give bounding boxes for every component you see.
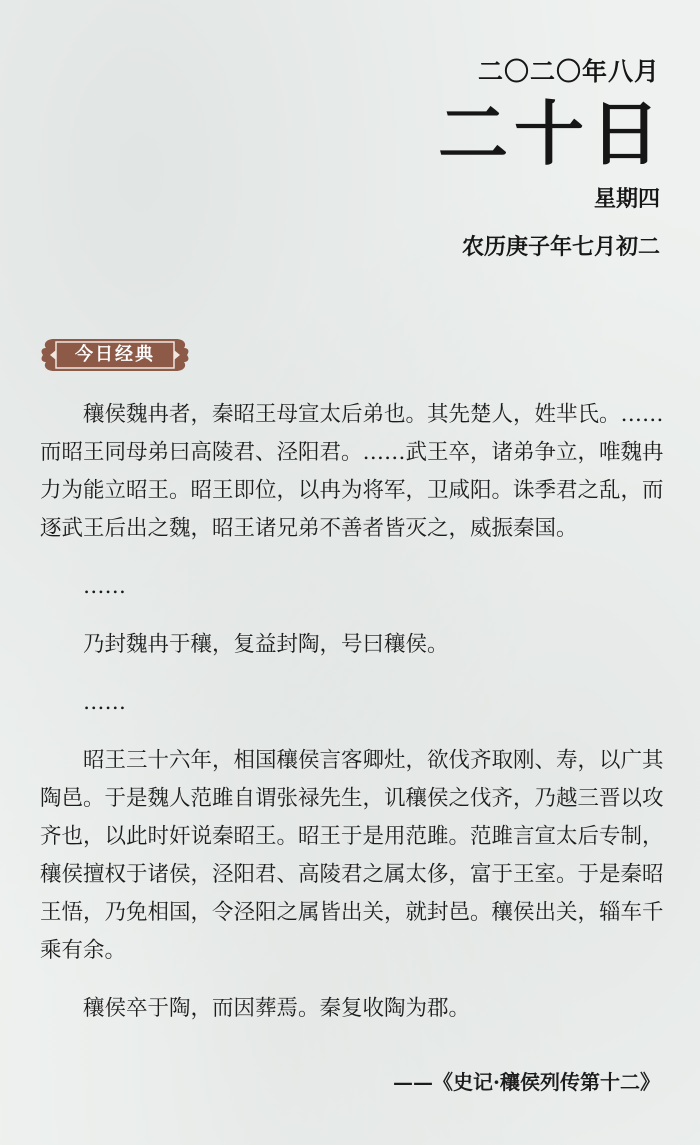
passage bbox=[40, 396, 666, 1028]
passage-ellipsis: …… bbox=[83, 690, 126, 715]
source-citation: ——《史记·穰侯列传第十二》 bbox=[393, 1070, 660, 1094]
date-year-month: 二〇二〇年八月 bbox=[477, 57, 660, 86]
date-weekday: 星期四 bbox=[593, 186, 660, 212]
passage-paragraph: 乃封魏冉于穰，复益封陶，号曰穰侯。 bbox=[83, 632, 449, 657]
passage-ellipsis: …… bbox=[83, 574, 126, 599]
passage-paragraph: 穰侯卒于陶，而因葬焉。秦复收陶为郡。 bbox=[83, 996, 471, 1021]
passage-paragraph: 穰侯魏冉者，秦昭王母宣太后弟也。其先楚人，姓芈氏。……而昭王同母弟曰高陵君、泾阳君。……武王卒，诸弟争立，唯魏冉力为能立昭王。昭王即位，以冉为将军，卫咸阳。诛季君之乱，而逐武王后出之魏，昭王诸兄弟不善者皆灭之，威振秦国。 bbox=[40, 402, 664, 541]
date-lunar: 农历庚子年七月初二 bbox=[461, 234, 660, 260]
badge-label: 今日经典 bbox=[75, 344, 155, 365]
passage-paragraph: 昭王三十六年，相国穰侯言客卿灶，欲伐齐取刚、寿，以广其陶邑。于是魏人范雎自谓张禄先生，讥穰侯之伐齐，乃越三晋以攻齐也，以此时奸说秦昭王。昭王于是用范雎。范雎言宣太后专制，穰侯擅权于诸侯，泾阳君、高陵君之属太侈，富于王室。于是秦昭王悟，乃免相国，令泾阳之属皆出关，就封邑。穰侯出关，辎车千乘有余。 bbox=[40, 748, 664, 963]
section-badge bbox=[40, 334, 190, 376]
date-block bbox=[438, 52, 666, 264]
date-day: 二十日 bbox=[438, 92, 666, 175]
